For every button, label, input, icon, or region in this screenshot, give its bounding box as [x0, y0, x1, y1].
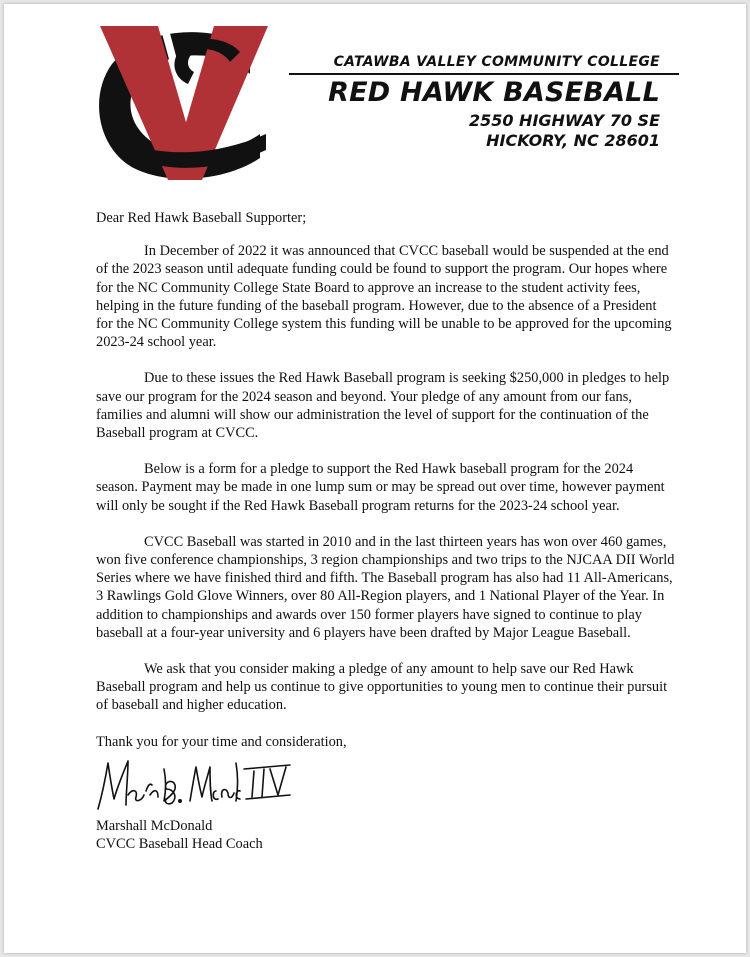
paragraph-pledge-form: Below is a form for a pledge to support the Red Hawk baseball program for the 2024 season. Payment may be made in one lump sum or may be spread out over time, however payment will only be sought if the Red Hawk Baseball program returns for the 2023-24 school year. [96, 461, 665, 514]
paragraph-request: We ask that you consider making a pledge of any amount to help save our Red Hawk Baseball program and help us continue to give opportunities to young men to continue their pursuit of baseball and higher education. [96, 661, 668, 714]
signer-title: CVCC Baseball Head Coach [96, 836, 263, 853]
signature-text: Mark B. McDonald IV [92, 754, 102, 756]
letter-page [4, 4, 746, 953]
salutation: Dear Red Hawk Baseball Supporter; [96, 210, 307, 226]
cvcc-logo [90, 18, 274, 186]
header-divider [289, 73, 679, 75]
paragraph-funding: In December of 2022 it was announced that CVCC baseball would be suspended at the end of the 2023 season until adequate funding could be found to support the program. Our hopes where for the NC Community College State Board to approve an increase to the student activity fees, helping in the future funding of the baseball program. However, due to the absence of a President for the NC Community College system this funding will be unable to be approved for the upcoming 2023-24 school year. [96, 243, 672, 351]
paragraph-program-history: CVCC Baseball was started in 2010 and in the last thirteen years has won over 460 games, won five conference championships, 3 region championships and two trips to the NJCAA DII World Series where we have finished third and fifth. The Baseball program has also had 11 All-Americans, 3 Rawlings Gold Glove Winners, over 80 All-Region players, and 1 National Player of the Year. In addition to championships and awards over 150 former players have signed to continue to play baseball at a four-year university and 6 players have been drafted by Major League Baseball. [96, 533, 675, 641]
signer-name: Marshall McDonald [96, 817, 213, 834]
college-name: CATAWBA VALLEY COMMUNITY COLLEGE [333, 54, 660, 70]
team-name: RED HAWK BASEBALL [328, 77, 660, 108]
closing-line: Thank you for your time and consideration, [96, 733, 347, 750]
address-street: 2550 HIGHWAY 70 SE [468, 111, 660, 130]
address-city: HICKORY, NC 28601 [486, 131, 660, 150]
logo-text: CV [90, 18, 92, 19]
signature [92, 755, 292, 817]
paragraph-pledge-goal: Due to these issues the Red Hawk Baseball program is seeking $250,000 in pledges to help save our program for the 2024 season and beyond. Your pledge of any amount from our fans, families and alumni will show our administration the level of support for the continuation of the Baseball program at CVCC. [96, 370, 670, 442]
letter-body [92, 209, 676, 853]
